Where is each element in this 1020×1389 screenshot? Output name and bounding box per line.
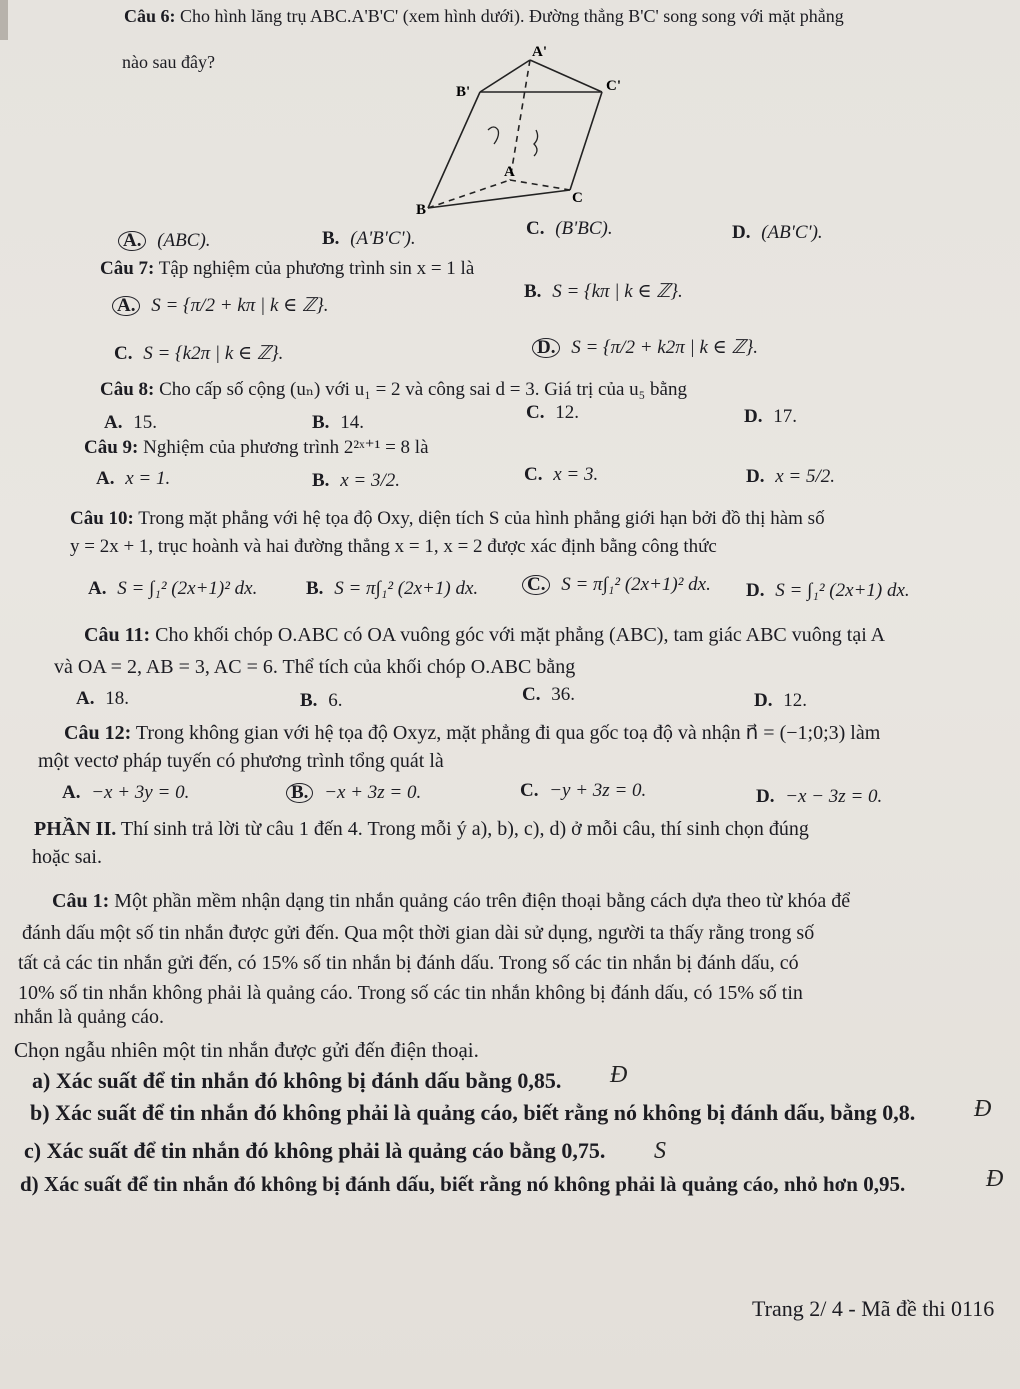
q12-label: Câu 12:: [64, 722, 132, 744]
q10-stem-line1: [70, 508, 825, 530]
q10-option-a-key: A.: [88, 578, 107, 599]
q11-option-a-key: A.: [76, 688, 95, 709]
q10-label: Câu 10:: [70, 508, 134, 529]
p2q1-line6: Chọn ngẫu nhiên một tin nhắn được gửi đến điện thoại.: [14, 1038, 479, 1062]
q7-option-c-value: S = {k2π | k ∈ ℤ}.: [143, 343, 284, 364]
q7-option-c-key: C.: [114, 343, 133, 364]
q11-option-c-value: 36.: [551, 684, 575, 705]
q12-stem-line2: một vectơ pháp tuyến có phương trình tổng quát là: [38, 750, 444, 772]
p2q1-line4: 10% số tin nhắn không phải là quảng cáo. Trong số các tin nhắn không bị đánh dấu, có 15% số tin: [18, 982, 803, 1004]
q7-text: Tập nghiệm của phương trình sin x = 1 là: [158, 258, 475, 279]
p2q1-item-b-mark: Đ: [974, 1096, 992, 1122]
q11-option-a: [76, 688, 129, 710]
part2-heading: [34, 818, 809, 841]
q6-option-c-value: (B'BC).: [555, 218, 613, 239]
q8-option-d: [744, 406, 797, 428]
q12-option-d-value: −x − 3z = 0.: [785, 786, 883, 807]
q10-option-d-key: D.: [746, 580, 765, 601]
q6-option-d-value: (AB'C').: [761, 222, 823, 243]
q11-option-c-key: C.: [522, 684, 541, 705]
p2q1-item-c: c) Xác suất để tin nhắn đó không phải là quảng cáo bằng 0,75.: [24, 1138, 606, 1163]
q8-option-b-key: B.: [312, 412, 330, 433]
q11-option-a-value: 18.: [105, 688, 129, 709]
q7-option-a: [112, 294, 328, 317]
q12-option-c: [520, 780, 646, 802]
q10-option-c-key: C.: [522, 575, 550, 595]
part2-title: PHẦN II.: [34, 818, 117, 840]
q9-option-b: [312, 470, 400, 492]
vertex-C: C: [572, 190, 583, 206]
page-footer: Trang 2/ 4 - Mã đề thi 0116: [752, 1296, 995, 1321]
q8-text: Cho cấp số cộng (uₙ) với u₁ = 2 và công sai d = 3. Giá trị của u₅ bằng: [159, 379, 687, 400]
q10-stem-line2: y = 2x + 1, trục hoành và hai đường thẳng x = 1, x = 2 được xác định bằng công thức: [70, 536, 717, 557]
q10-option-c-value: S = π∫₁² (2x+1)² dx.: [561, 574, 711, 595]
q7-stem: [100, 258, 474, 280]
vertex-B: B: [416, 202, 427, 218]
q9-option-d-key: D.: [746, 466, 765, 487]
q8-option-a-key: A.: [104, 412, 123, 433]
q12-option-b-key: B.: [286, 783, 313, 803]
q10-option-a: [88, 578, 257, 600]
part2-text2: hoặc sai.: [32, 846, 102, 868]
q8-option-b: [312, 412, 364, 434]
q11-option-b-value: 6.: [328, 690, 343, 711]
q9-option-c: [524, 464, 598, 486]
q9-option-a: [96, 468, 170, 490]
q6-option-b-key: B.: [322, 228, 340, 249]
q8-option-c: [526, 402, 579, 424]
q9-option-c-key: C.: [524, 464, 543, 485]
q7-option-a-key: A.: [112, 296, 140, 316]
q12-stem-line1: [64, 720, 880, 745]
q7-option-a-value: S = {π/2 + kπ | k ∈ ℤ}.: [151, 295, 329, 316]
q8-stem: [100, 378, 687, 401]
q6-option-d-key: D.: [732, 222, 751, 243]
q6-option-c-key: C.: [526, 218, 545, 239]
q6-option-a-value: (ABC).: [157, 230, 211, 251]
q7-option-b-key: B.: [524, 281, 542, 302]
q9-option-b-key: B.: [312, 470, 330, 491]
q6-option-d: [732, 222, 823, 244]
q6-text: Cho hình lăng trụ ABC.A'B'C' (xem hình dưới). Đường thẳng B'C' song song với mặt phẳng: [180, 6, 844, 26]
q9-option-c-value: x = 3.: [553, 464, 599, 485]
p2q1-item-a: a) Xác suất để tin nhắn đó không bị đánh dấu bằng 0,85.: [32, 1068, 562, 1093]
p2q1-item-a-mark: Đ: [610, 1062, 628, 1088]
prism-figure: [400, 40, 640, 230]
q12-text: Trong không gian với hệ tọa độ Oxyz, mặt phẳng đi qua gốc toạ độ và nhận n⃗ = (−1;0;3) làm: [135, 722, 881, 744]
q9-option-a-value: x = 1.: [125, 468, 171, 489]
q10-option-b: [306, 578, 478, 600]
q7-option-b: [524, 280, 683, 303]
p2q1-line1: [52, 890, 850, 913]
q8-option-d-value: 17.: [773, 406, 797, 427]
q11-option-d-key: D.: [754, 690, 773, 711]
q12-option-c-key: C.: [520, 780, 539, 801]
p2q1-item-d-mark: Đ: [986, 1166, 1004, 1192]
q12-option-b: [286, 782, 421, 804]
q7-option-d-value: S = {π/2 + k2π | k ∈ ℤ}.: [571, 337, 758, 358]
q7-option-c: [114, 342, 283, 365]
q6-stem-line1: [124, 6, 844, 27]
q9-option-a-key: A.: [96, 468, 115, 489]
q9-option-b-value: x = 3/2.: [340, 470, 400, 491]
q11-option-b-key: B.: [300, 690, 318, 711]
q6-option-a-key: A.: [118, 231, 146, 251]
p2q1-line1-text: Một phần mềm nhận dạng tin nhắn quảng cáo trên điện thoại bằng cách dựa theo từ khóa để: [114, 890, 851, 912]
q9-option-d: [746, 466, 835, 488]
q12-option-d: [756, 786, 882, 808]
q6-option-b-value: (A'B'C').: [350, 228, 416, 249]
part2-text: Thí sinh trả lời từ câu 1 đến 4. Trong mỗi ý a), b), c), d) ở mỗi câu, thí sinh chọn đúng: [120, 818, 809, 840]
q8-option-d-key: D.: [744, 406, 763, 427]
page-edge: [0, 0, 8, 40]
q6-option-c: [526, 218, 613, 240]
q6-option-b: [322, 228, 416, 250]
p2q1-item-c-mark: S: [654, 1138, 666, 1164]
q8-option-a-value: 15.: [133, 412, 157, 433]
q11-option-c: [522, 684, 575, 706]
vertex-A: A: [504, 164, 515, 180]
p2q1-item-b: b) Xác suất để tin nhắn đó không phải là quảng cáo, biết rằng nó không bị đánh dấu, bằng 0,8.: [30, 1100, 916, 1125]
q12-option-a-key: A.: [62, 782, 81, 803]
q10-option-d: [746, 580, 910, 602]
q10-option-b-key: B.: [306, 578, 324, 599]
q10-option-c: [522, 574, 711, 596]
q10-text: Trong mặt phẳng với hệ tọa độ Oxy, diện tích S của hình phẳng giới hạn bởi đồ thị hàm số: [138, 508, 825, 529]
q11-option-d-value: 12.: [783, 690, 807, 711]
q8-option-a: [104, 412, 157, 434]
q7-option-b-value: S = {kπ | k ∈ ℤ}.: [552, 281, 683, 302]
q9-text: Nghiệm của phương trình 2²ˣ⁺¹ = 8 là: [143, 437, 429, 458]
q7-option-d-key: D.: [532, 338, 560, 358]
p2q1-label: Câu 1:: [52, 890, 110, 912]
q7-label: Câu 7:: [100, 258, 155, 279]
q9-option-d-value: x = 5/2.: [775, 466, 836, 487]
q12-option-c-value: −y + 3z = 0.: [549, 780, 647, 801]
q6-label: Câu 6:: [124, 6, 176, 26]
q11-label: Câu 11:: [84, 624, 151, 646]
q8-label: Câu 8:: [100, 379, 155, 400]
q8-option-c-value: 12.: [555, 402, 579, 423]
q11-stem-line2: và OA = 2, AB = 3, AC = 6. Thể tích của khối chóp O.ABC bằng: [54, 656, 576, 678]
q12-option-a-value: −x + 3y = 0.: [91, 782, 190, 803]
q10-option-a-value: S = ∫₁² (2x+1)² dx.: [117, 578, 258, 599]
q12-option-d-key: D.: [756, 786, 775, 807]
q7-option-d: [532, 336, 758, 359]
q11-stem-line1: [84, 624, 885, 647]
p2q1-line2: đánh dấu một số tin nhắn được gửi đến. Qua một thời gian dài sử dụng, người ta thấy rằng trong số: [22, 922, 815, 944]
p2q1-line5: nhắn là quảng cáo.: [14, 1006, 164, 1028]
q11-text: Cho khối chóp O.ABC có OA vuông góc với mặt phẳng (ABC), tam giác ABC vuông tại A: [155, 624, 886, 646]
q9-stem: [84, 436, 429, 459]
q11-option-b: [300, 690, 342, 712]
p2q1-item-d: d) Xác suất để tin nhắn đó không bị đánh dấu, biết rằng nó không phải là quảng cáo, nhỏ hơn 0,95.: [20, 1172, 906, 1196]
p2q1-line3: tất cả các tin nhắn gửi đến, có 15% số tin nhắn bị đánh dấu. Trong số các tin nhắn bị đánh dấu, có: [18, 952, 799, 974]
q11-option-d: [754, 690, 807, 712]
q12-option-a: [62, 782, 189, 804]
q6-stem-line2: nào sau đây?: [122, 52, 215, 72]
vertex-B1: B': [456, 84, 471, 100]
q10-option-d-value: S = ∫₁² (2x+1) dx.: [775, 580, 910, 601]
q8-option-c-key: C.: [526, 402, 545, 423]
q12-option-b-value: −x + 3z = 0.: [324, 782, 422, 803]
q8-option-b-value: 14.: [340, 412, 364, 433]
vertex-C1: C': [606, 78, 621, 94]
q9-label: Câu 9:: [84, 437, 139, 458]
q10-option-b-value: S = π∫₁² (2x+1) dx.: [334, 578, 479, 599]
q6-option-a: [118, 230, 211, 252]
vertex-A1: A': [532, 44, 547, 60]
